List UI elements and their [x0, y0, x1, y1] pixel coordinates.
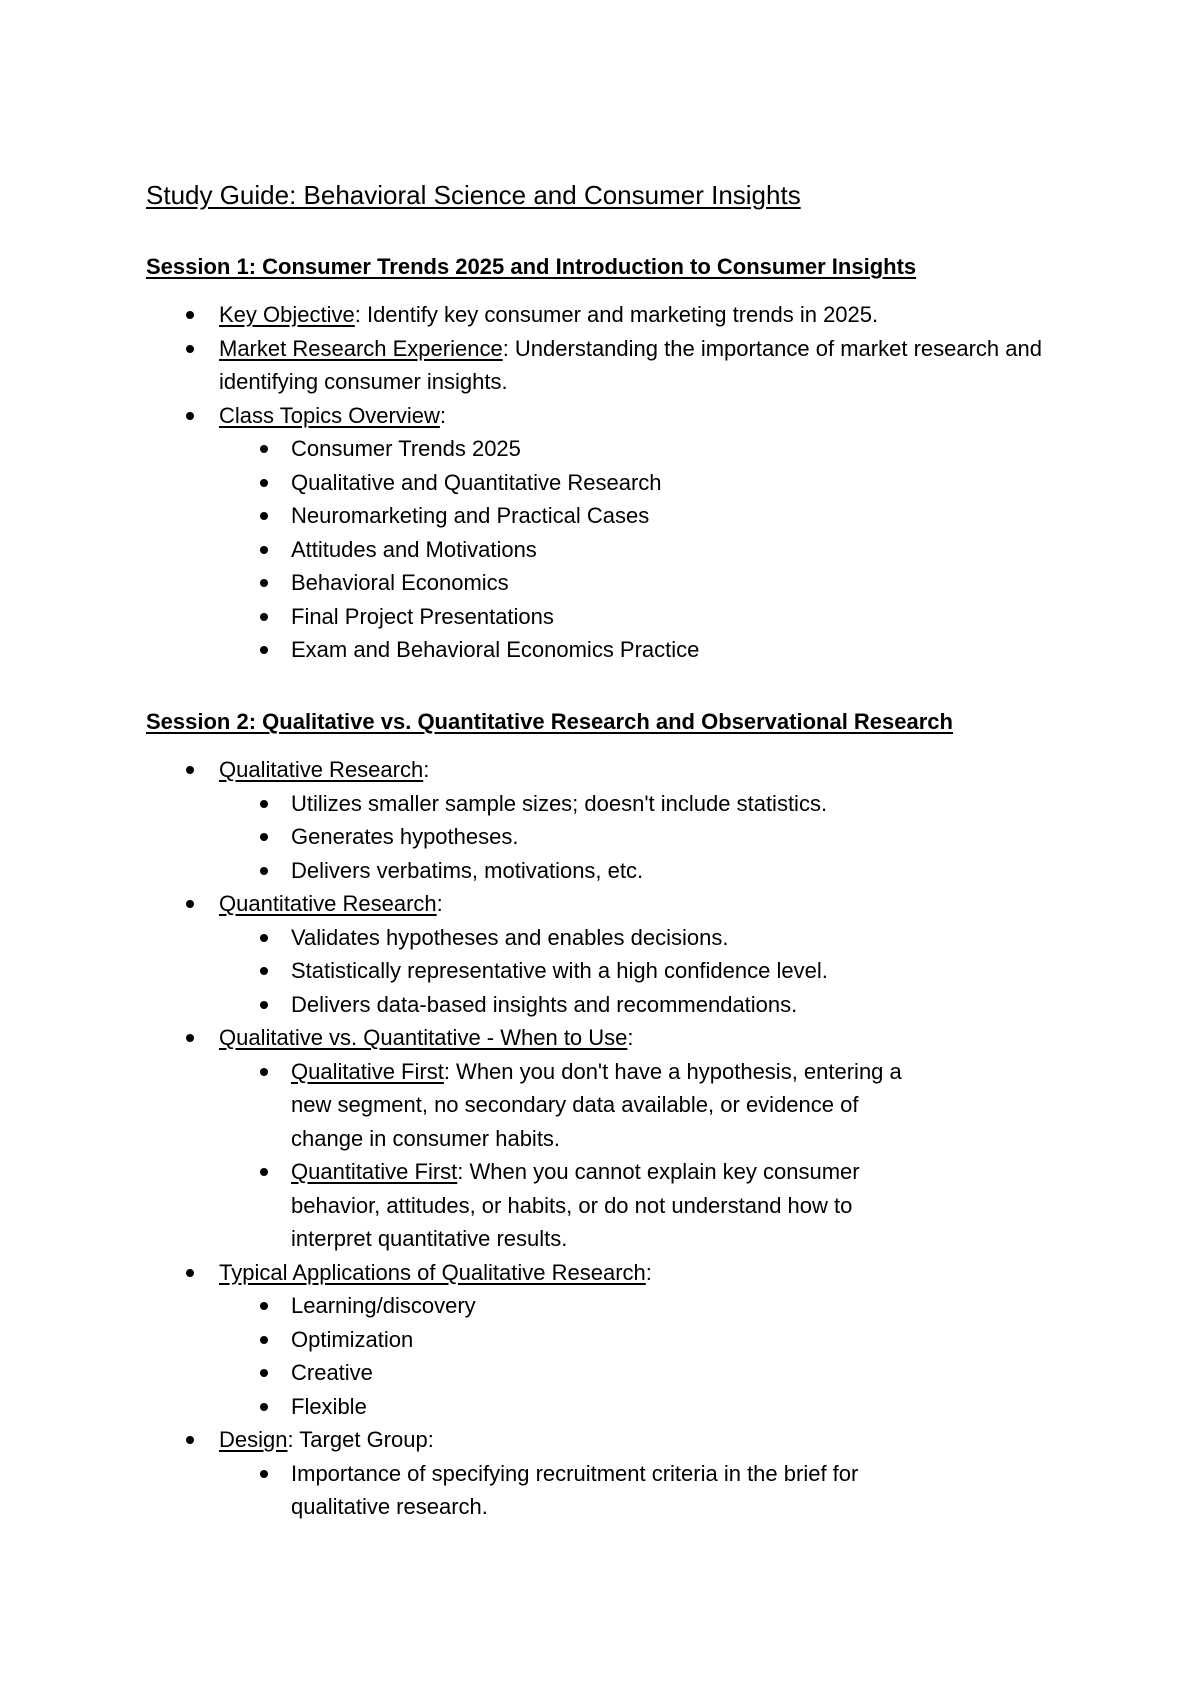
sub-list-item: [0, 1390, 1060, 1424]
sub-list-item: [0, 1457, 1060, 1524]
bullet-icon: [260, 1068, 268, 1076]
session-1-heading: Session 1: Consumer Trends 2025 and Introduction to Consumer Insights: [146, 254, 917, 279]
sub-list-item: [0, 988, 1060, 1022]
item-text: :: [423, 757, 430, 782]
sub-list-item: [0, 1155, 1060, 1256]
sub-list-item: [0, 566, 1060, 600]
bullet-icon: [260, 1001, 268, 1009]
bullet-icon: [186, 311, 194, 319]
document-title: Study Guide: Behavioral Science and Consumer Insights: [146, 180, 801, 210]
bullet-icon: [260, 934, 268, 942]
session-2-list: [0, 753, 1200, 1524]
sub-item-text: Utilizes smaller sample sizes; doesn't include statistics.: [291, 790, 828, 816]
item-term: Qualitative Research: [219, 757, 424, 782]
sub-item-text: : When you cannot explain key consumer behavior, attitudes, or habits, or do not understand how to interpret quantitative results.: [291, 1159, 860, 1251]
bullet-icon: [260, 1403, 268, 1411]
sub-item-text: Flexible: [291, 1393, 367, 1419]
item-text: : Understanding the importance of market research and identifying consumer insights.: [219, 335, 1042, 394]
item-term: Design: [219, 1427, 288, 1452]
sub-item-term: Quantitative First: [291, 1159, 458, 1184]
sub-item-text: Attitudes and Motivations: [291, 536, 537, 562]
bullet-icon: [260, 1336, 268, 1344]
list-item: [0, 332, 1200, 399]
bullet-icon: [186, 1034, 194, 1042]
bullet-icon: [186, 412, 194, 420]
bullet-icon: [260, 1302, 268, 1310]
sub-item-text: Optimization: [291, 1326, 414, 1352]
list-item: [0, 753, 1200, 887]
bullet-icon: [186, 345, 194, 353]
bullet-icon: [260, 546, 268, 554]
sub-list: [219, 921, 1060, 1022]
sub-list-item: [0, 820, 1060, 854]
bullet-icon: [260, 445, 268, 453]
sub-item-text: Delivers verbatims, motivations, etc.: [291, 857, 644, 883]
item-text: :: [436, 891, 443, 916]
bullet-icon: [260, 800, 268, 808]
sub-list-item: [0, 600, 1060, 634]
sub-list-item: [0, 787, 1060, 821]
bullet-icon: [260, 967, 268, 975]
sub-list-item: [0, 1356, 1060, 1390]
sub-item-text: Importance of specifying recruitment criteria in the brief for qualitative research.: [291, 1460, 859, 1519]
sub-list: [219, 432, 1060, 667]
sub-item-text: Creative: [291, 1360, 373, 1385]
list-item: [0, 887, 1200, 1021]
session-2-heading: Session 2: Qualitative vs. Quantitative Research and Observational Research: [146, 709, 953, 734]
sub-list: [219, 1457, 1060, 1524]
sub-item-text: Final Project Presentations: [291, 603, 554, 629]
sub-list: [219, 1055, 1060, 1256]
item-term: Market Research Experience: [219, 335, 503, 361]
item-text: :: [439, 402, 447, 428]
sub-item-text: Behavioral Economics: [291, 570, 509, 595]
item-term: Class Topics Overview: [219, 402, 440, 428]
sub-item-term: Qualitative First: [291, 1058, 444, 1084]
item-term: Quantitative Research: [219, 891, 437, 916]
session-1-list: [0, 298, 1200, 667]
list-item: [0, 1423, 1200, 1524]
bullet-icon: [260, 646, 268, 654]
sub-item-text: Statistically representative with a high confidence level.: [291, 958, 828, 983]
sub-item-text: Learning/discovery: [291, 1293, 476, 1318]
bullet-icon: [186, 1436, 194, 1444]
sub-list-item: [0, 1055, 1060, 1156]
sub-list-item: [0, 954, 1060, 988]
bullet-icon: [260, 833, 268, 841]
sub-list-item: [0, 432, 1060, 466]
sub-list-item: [0, 633, 1060, 667]
item-text: :: [645, 1259, 652, 1285]
bullet-icon: [186, 900, 194, 908]
item-term: Typical Applications of Qualitative Research: [219, 1259, 646, 1285]
sub-item-text: Generates hypotheses.: [291, 824, 519, 849]
item-term: Qualitative vs. Quantitative - When to Use: [219, 1025, 628, 1050]
bullet-icon: [186, 766, 194, 774]
sub-list-item: [0, 466, 1060, 500]
sub-list: [219, 1289, 1060, 1423]
sub-list: [219, 787, 1060, 888]
bullet-icon: [186, 1269, 194, 1277]
bullet-icon: [260, 867, 268, 875]
sub-list-item: [0, 921, 1060, 955]
sub-item-text: Validates hypotheses and enables decisions.: [291, 924, 729, 950]
item-text: :: [627, 1025, 634, 1050]
item-text: : Identify key consumer and marketing trends in 2025.: [354, 302, 879, 327]
sub-item-text: : When you don't have a hypothesis, entering a new segment, no secondary data available, or evidence of change in consumer habits.: [291, 1058, 902, 1151]
list-item: [0, 298, 1200, 332]
item-term: Key Objective: [219, 302, 355, 327]
sub-item-text: Exam and Behavioral Economics Practice: [291, 637, 700, 662]
list-item: [0, 399, 1200, 667]
bullet-icon: [260, 1369, 268, 1377]
sub-item-text: Delivers data-based insights and recommendations.: [291, 991, 798, 1017]
sub-item-text: Consumer Trends 2025: [291, 436, 521, 461]
bullet-icon: [260, 1470, 268, 1478]
sub-list-item: [0, 1289, 1060, 1323]
item-text: : Target Group:: [287, 1427, 434, 1452]
bullet-icon: [260, 579, 268, 587]
sub-item-text: Qualitative and Quantitative Research: [291, 469, 662, 495]
list-item: [0, 1021, 1200, 1256]
bullet-icon: [260, 1168, 268, 1176]
sub-list-item: [0, 499, 1060, 533]
sub-item-text: Neuromarketing and Practical Cases: [291, 503, 650, 528]
list-item: [0, 1256, 1200, 1424]
bullet-icon: [260, 479, 268, 487]
sub-list-item: [0, 533, 1060, 567]
sub-list-item: [0, 1323, 1060, 1357]
sub-list-item: [0, 854, 1060, 888]
bullet-icon: [260, 613, 268, 621]
bullet-icon: [260, 512, 268, 520]
